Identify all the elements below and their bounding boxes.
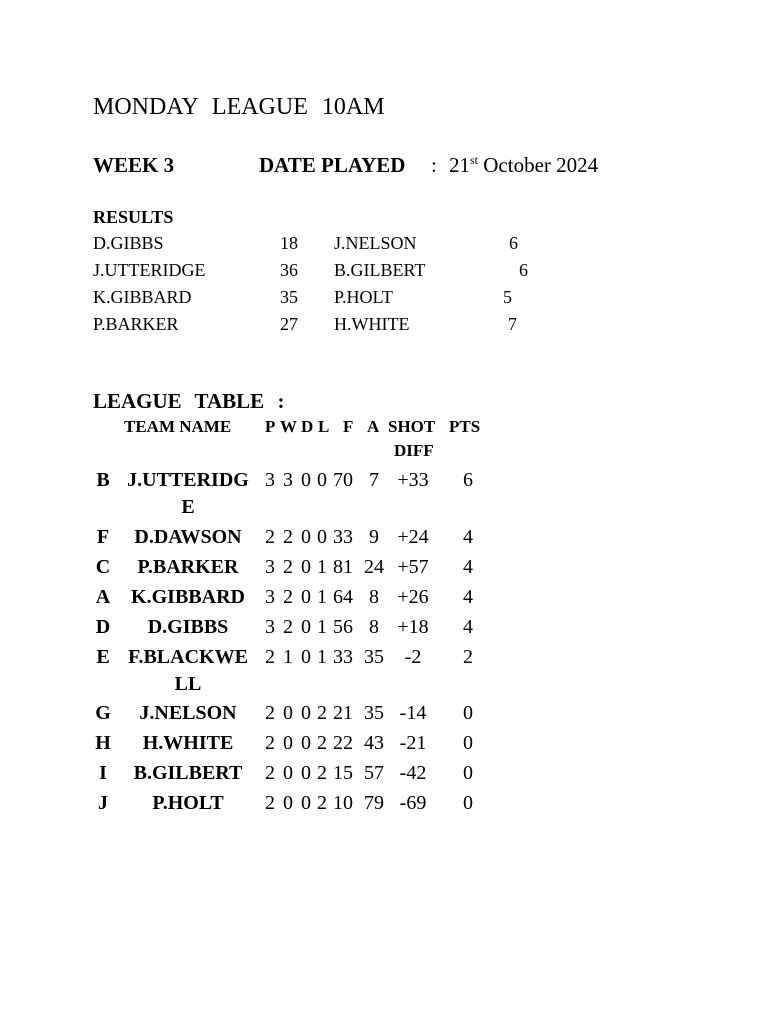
result-away-score: 6 [509, 233, 518, 253]
cell-shots-against: 8 [369, 586, 379, 608]
cell-lost: 2 [317, 762, 327, 784]
cell-shots-against: 35 [364, 646, 384, 668]
result-home-score: 27 [280, 314, 298, 334]
cell-lost: 2 [317, 732, 327, 754]
date-played-value [449, 153, 598, 178]
cell-shots-for: 56 [333, 616, 353, 638]
cell-shots-against: 79 [364, 792, 384, 814]
cell-points: 0 [463, 702, 473, 724]
cell-drawn: 0 [301, 586, 311, 608]
cell-team-name: F.BLACKWE [128, 646, 248, 668]
cell-drawn: 0 [301, 762, 311, 784]
week-label: WEEK 3 [93, 153, 175, 177]
cell-won: 3 [283, 469, 293, 491]
cell-shots-for: 33 [333, 526, 353, 548]
cell-shots-for: 33 [333, 646, 353, 668]
league-table-heading: LEAGUE TABLE : [93, 389, 285, 413]
cell-team-name-continued: E [181, 496, 195, 518]
cell-shot-diff: -21 [399, 732, 427, 754]
date-suffix: st [470, 153, 479, 167]
cell-lost: 2 [317, 792, 327, 814]
result-away-team: J.NELSON [334, 233, 417, 253]
cell-played: 3 [265, 616, 275, 638]
cell-played: 3 [265, 556, 275, 578]
header-w: W [280, 417, 297, 436]
cell-shot-diff: +18 [397, 616, 429, 638]
result-away-team: P.HOLT [334, 287, 393, 307]
result-away-score: 5 [503, 287, 512, 307]
cell-shot-diff: +26 [397, 586, 429, 608]
cell-won: 2 [283, 586, 293, 608]
cell-shots-for: 21 [333, 702, 353, 724]
result-home-team: D.GIBBS [93, 233, 164, 253]
cell-shots-against: 35 [364, 702, 384, 724]
result-home-team: J.UTTERIDGE [93, 260, 206, 280]
cell-won: 0 [283, 792, 293, 814]
date-played-label: DATE PLAYED [259, 153, 406, 177]
cell-rink: H [95, 732, 111, 754]
cell-drawn: 0 [301, 526, 311, 548]
page-title: MONDAY LEAGUE 10AM [93, 94, 385, 120]
header-shot: SHOT [388, 417, 436, 436]
result-away-team: H.WHITE [334, 314, 410, 334]
cell-lost: 2 [317, 702, 327, 724]
date-day: 21 [449, 153, 470, 177]
cell-shots-against: 8 [369, 616, 379, 638]
cell-lost: 1 [317, 586, 327, 608]
cell-played: 2 [265, 792, 275, 814]
cell-drawn: 0 [301, 556, 311, 578]
header-diff: DIFF [394, 441, 434, 460]
cell-points: 0 [463, 792, 473, 814]
header-f: F [343, 417, 354, 436]
cell-rink: J [98, 792, 108, 814]
cell-drawn: 0 [301, 616, 311, 638]
cell-drawn: 0 [301, 646, 311, 668]
cell-shot-diff: +33 [397, 469, 429, 491]
cell-points: 0 [463, 762, 473, 784]
cell-rink: D [95, 616, 111, 638]
date-month-year: October 2024 [478, 153, 599, 177]
results-heading: RESULTS [93, 207, 174, 227]
cell-shot-diff: -42 [399, 762, 427, 784]
cell-won: 0 [283, 762, 293, 784]
cell-shots-for: 15 [333, 762, 353, 784]
cell-played: 2 [265, 762, 275, 784]
cell-rink: I [99, 762, 107, 784]
cell-shots-for: 22 [333, 732, 353, 754]
cell-points: 4 [463, 586, 473, 608]
cell-rink: G [95, 702, 111, 724]
cell-shot-diff: -69 [399, 792, 427, 814]
cell-won: 0 [283, 732, 293, 754]
result-home-score: 18 [280, 233, 298, 253]
date-colon: : [431, 153, 437, 177]
cell-shot-diff: +24 [397, 526, 429, 548]
cell-drawn: 0 [301, 792, 311, 814]
header-pts: PTS [449, 417, 481, 436]
cell-played: 3 [265, 469, 275, 491]
cell-lost: 0 [317, 526, 327, 548]
cell-played: 2 [265, 526, 275, 548]
result-away-score: 6 [519, 260, 528, 280]
cell-points: 4 [463, 556, 473, 578]
result-away-score: 7 [508, 314, 517, 334]
cell-drawn: 0 [301, 702, 311, 724]
cell-played: 2 [265, 702, 275, 724]
cell-points: 4 [463, 616, 473, 638]
result-home-score: 35 [280, 287, 298, 307]
cell-lost: 1 [317, 616, 327, 638]
cell-lost: 1 [317, 556, 327, 578]
cell-won: 2 [283, 556, 293, 578]
cell-rink: C [95, 556, 111, 578]
cell-played: 2 [265, 646, 275, 668]
cell-played: 2 [265, 732, 275, 754]
cell-shots-against: 7 [369, 469, 379, 491]
cell-rink: E [96, 646, 110, 668]
cell-team-name: H.WHITE [142, 732, 234, 754]
result-home-team: K.GIBBARD [93, 287, 192, 307]
cell-points: 4 [463, 526, 473, 548]
cell-played: 3 [265, 586, 275, 608]
cell-shots-for: 64 [333, 586, 353, 608]
cell-shots-against: 9 [369, 526, 379, 548]
cell-team-name: D.DAWSON [134, 526, 242, 548]
cell-lost: 0 [317, 469, 327, 491]
cell-team-name-continued: LL [174, 673, 202, 695]
cell-team-name: D.GIBBS [147, 616, 229, 638]
cell-rink: B [96, 469, 110, 491]
cell-shot-diff: +57 [397, 556, 429, 578]
cell-team-name: K.GIBBARD [131, 586, 245, 608]
header-p: P [265, 417, 276, 436]
cell-team-name: B.GILBERT [133, 762, 243, 784]
result-home-score: 36 [280, 260, 298, 280]
header-a: A [367, 417, 380, 436]
result-away-team: B.GILBERT [334, 260, 426, 280]
cell-shots-against: 57 [364, 762, 384, 784]
cell-shots-for: 70 [333, 469, 353, 491]
header-l: L [318, 417, 330, 436]
cell-rink: A [95, 586, 111, 608]
cell-team-name: J.NELSON [139, 702, 237, 724]
cell-shots-for: 10 [333, 792, 353, 814]
cell-lost: 1 [317, 646, 327, 668]
cell-shot-diff: -2 [404, 646, 422, 668]
cell-points: 6 [463, 469, 473, 491]
cell-won: 2 [283, 526, 293, 548]
cell-team-name: J.UTTERIDG [127, 469, 249, 491]
cell-shots-against: 24 [364, 556, 384, 578]
cell-points: 0 [463, 732, 473, 754]
cell-won: 2 [283, 616, 293, 638]
cell-shots-against: 43 [364, 732, 384, 754]
header-d: D [301, 417, 314, 436]
header-team-name: TEAM NAME [124, 417, 232, 436]
cell-shots-for: 81 [333, 556, 353, 578]
cell-team-name: P.BARKER [137, 556, 239, 578]
cell-shot-diff: -14 [399, 702, 427, 724]
cell-drawn: 0 [301, 469, 311, 491]
cell-drawn: 0 [301, 732, 311, 754]
cell-rink: F [96, 526, 110, 548]
cell-points: 2 [463, 646, 473, 668]
cell-team-name: P.HOLT [152, 792, 224, 814]
cell-won: 1 [283, 646, 293, 668]
cell-won: 0 [283, 702, 293, 724]
result-home-team: P.BARKER [93, 314, 179, 334]
